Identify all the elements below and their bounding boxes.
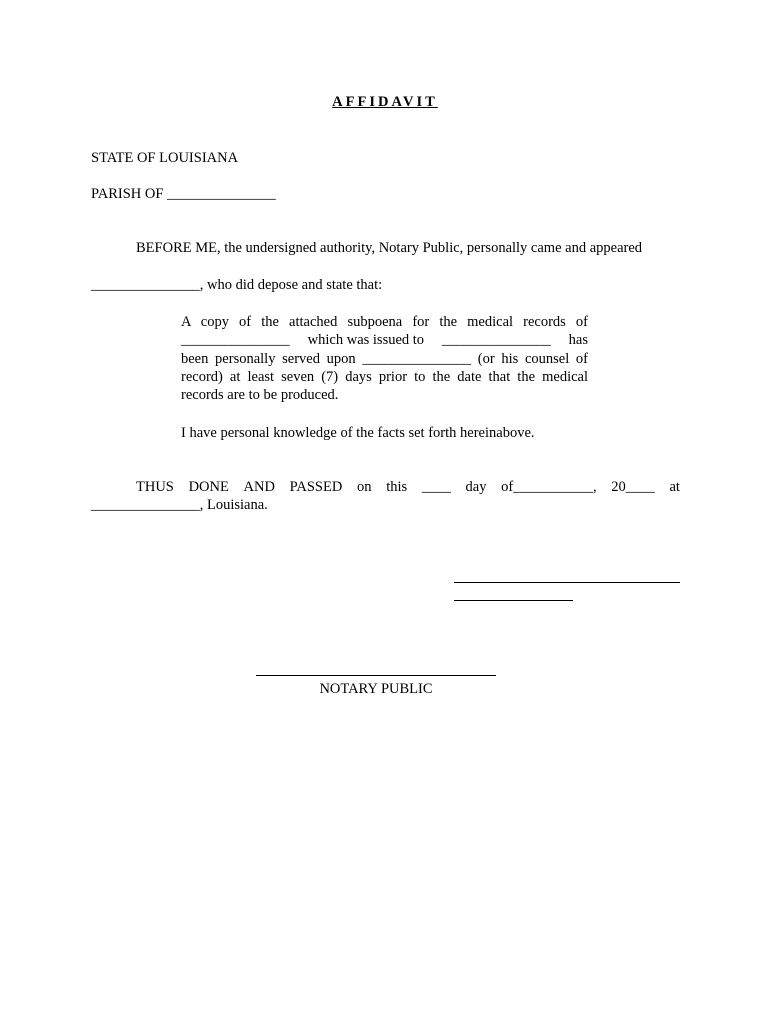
intro-line-1: BEFORE ME, the undersigned authority, Notary Public, personally came and appeared xyxy=(136,240,643,256)
affiant-signature-line xyxy=(454,582,680,583)
parish-line: PARISH OF _______________ xyxy=(91,186,276,202)
thus-done-line xyxy=(136,478,680,496)
thus-word-at: at xyxy=(669,479,680,495)
thus-word-day: day xyxy=(465,479,487,495)
location-line: _______________, Louisiana. xyxy=(91,497,268,513)
statement-paragraph xyxy=(181,313,588,404)
thus-month-blank: of___________, xyxy=(501,479,597,495)
thus-word-5: on xyxy=(357,479,372,495)
statement-blank-issued-to: _______________ xyxy=(441,332,551,349)
intro-line-2: _______________, who did depose and state that: xyxy=(91,277,383,293)
notary-public-label: NOTARY PUBLIC xyxy=(319,681,433,697)
statement-line-3: been personally served upon _______________ (or his counsel of xyxy=(181,350,588,367)
statement-has: has xyxy=(568,332,588,349)
affiant-name-line xyxy=(454,600,573,601)
document-title: AFFIDAVIT xyxy=(332,94,438,110)
notary-signature-line xyxy=(256,675,496,676)
knowledge-line: I have personal knowledge of the facts set forth hereinabove. xyxy=(181,425,535,441)
statement-line-5: records are to be produced. xyxy=(181,387,339,404)
thus-word-2: DONE xyxy=(188,479,229,495)
statement-line-1: A copy of the attached subpoena for the medical records of xyxy=(181,314,588,330)
thus-year-blank: 20____ xyxy=(611,479,655,495)
thus-word-4: PASSED xyxy=(289,479,343,495)
statement-which-issued: which was issued to xyxy=(307,332,425,349)
statement-line-2 xyxy=(181,331,588,349)
thus-day-blank: ____ xyxy=(421,479,451,495)
thus-word-3: AND xyxy=(243,479,275,495)
thus-word-6: this xyxy=(386,479,408,495)
statement-line-4: record) at least seven (7) days prior to the date that the medical xyxy=(181,368,588,385)
state-line: STATE OF LOUISIANA xyxy=(91,150,239,166)
thus-word-1: THUS xyxy=(136,479,174,495)
statement-blank-records-of: _______________ xyxy=(181,332,290,349)
